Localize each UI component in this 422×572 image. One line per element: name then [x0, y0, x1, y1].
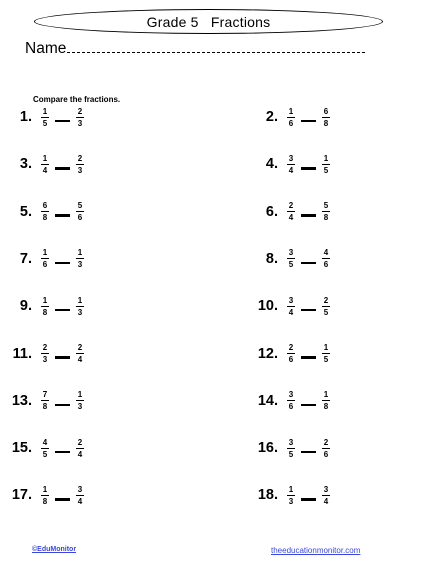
numerator: 1 [42, 484, 48, 494]
numerator: 3 [288, 295, 294, 305]
problem-item [10, 435, 84, 461]
denominator: 4 [323, 496, 329, 506]
answer-blank[interactable] [55, 167, 70, 170]
fraction-bar [76, 353, 84, 354]
numerator: 3 [288, 390, 294, 400]
denominator: 4 [288, 213, 294, 223]
problem-item [256, 435, 330, 461]
right-fraction [322, 485, 330, 506]
fraction-bar [322, 258, 330, 259]
fraction-bar [76, 306, 84, 307]
left-fraction [41, 201, 49, 222]
numerator: 6 [42, 201, 48, 211]
numerator: 6 [323, 106, 329, 116]
instructions: Compare the fractions. [33, 95, 121, 104]
denominator: 4 [77, 355, 83, 364]
problem-number: 8. [265, 250, 278, 267]
denominator: 6 [288, 355, 294, 364]
right-fraction [322, 390, 330, 411]
numerator: 2 [288, 201, 294, 211]
problem-item [10, 199, 84, 225]
fraction-bar [76, 495, 84, 496]
fraction-bar [76, 400, 84, 401]
left-fraction [287, 438, 295, 459]
denominator: 8 [42, 402, 48, 412]
left-fraction [287, 248, 295, 269]
numerator: 1 [288, 484, 294, 494]
left-fraction [41, 107, 49, 128]
left-fraction [41, 390, 49, 411]
denominator: 4 [77, 449, 83, 459]
answer-blank[interactable] [301, 262, 316, 265]
fraction-bar [287, 164, 295, 165]
left-fraction [41, 438, 49, 459]
denominator: 3 [77, 165, 83, 175]
problem-number: 16. [257, 440, 278, 457]
numerator: 2 [77, 153, 83, 163]
fraction-bar [322, 353, 330, 354]
problem-item [10, 388, 84, 414]
right-fraction [322, 343, 330, 364]
fraction-bar [41, 258, 49, 259]
problem-number: 7. [19, 250, 32, 267]
problem-number: 17. [11, 487, 32, 504]
problem-item [256, 482, 330, 508]
denominator: 4 [288, 165, 294, 175]
fraction-bar [322, 164, 330, 165]
denominator: 8 [42, 213, 48, 223]
fraction-bar [287, 306, 295, 307]
left-fraction [41, 343, 49, 364]
answer-blank[interactable] [301, 356, 316, 359]
answer-blank[interactable] [55, 356, 70, 359]
denominator: 6 [288, 402, 294, 412]
numerator: 5 [323, 201, 329, 211]
problem-number: 2. [265, 109, 278, 125]
numerator: 3 [288, 437, 294, 447]
numerator: 1 [323, 343, 329, 352]
left-fraction [287, 296, 295, 317]
answer-blank[interactable] [301, 120, 316, 123]
answer-blank[interactable] [55, 309, 70, 312]
denominator: 3 [77, 402, 83, 412]
problem-item [10, 293, 84, 319]
right-fraction [76, 485, 84, 506]
numerator: 2 [77, 437, 83, 447]
problem-number: 5. [19, 203, 32, 220]
problem-item [10, 482, 84, 508]
fraction-bar [322, 448, 330, 449]
fraction-bar [76, 117, 84, 118]
problem-item [256, 199, 330, 225]
fraction-bar [322, 400, 330, 401]
name-field[interactable] [25, 37, 365, 58]
numerator: 3 [288, 248, 294, 258]
answer-blank[interactable] [301, 214, 316, 217]
numerator: 7 [42, 390, 48, 400]
numerator: 2 [288, 343, 294, 352]
right-fraction [76, 390, 84, 411]
left-fraction [41, 248, 49, 269]
fraction-bar [41, 117, 49, 118]
denominator: 6 [323, 260, 329, 270]
numerator: 1 [288, 106, 294, 116]
problem-number: 10. [257, 298, 278, 315]
numerator: 4 [323, 248, 329, 258]
left-fraction [287, 485, 295, 506]
numerator: 3 [323, 484, 329, 494]
right-fraction [76, 296, 84, 317]
problem-item [256, 293, 330, 319]
problem-number: 12. [257, 345, 278, 362]
problem-number: 1. [19, 109, 32, 125]
name-blank-line[interactable] [67, 37, 365, 53]
fraction-bar [41, 164, 49, 165]
denominator: 3 [77, 118, 83, 128]
right-fraction [76, 201, 84, 222]
denominator: 6 [42, 260, 48, 270]
right-fraction [322, 201, 330, 222]
denominator: 6 [288, 118, 294, 128]
fraction-bar [287, 117, 295, 118]
right-fraction [76, 343, 84, 364]
denominator: 5 [323, 307, 329, 317]
problem-number: 11. [12, 345, 32, 362]
denominator: 5 [323, 165, 329, 175]
denominator: 4 [42, 165, 48, 175]
denominator: 5 [288, 449, 294, 459]
fraction-bar [287, 400, 295, 401]
answer-blank[interactable] [55, 214, 70, 217]
problem-item [256, 246, 330, 272]
denominator: 6 [77, 213, 83, 223]
denominator: 3 [42, 355, 48, 364]
fraction-bar [322, 495, 330, 496]
copyright-link[interactable]: ©EduMonitor [32, 546, 77, 553]
problem-number: 15. [11, 440, 32, 457]
right-fraction [76, 154, 84, 175]
problem-item [256, 341, 330, 367]
numerator: 3 [77, 484, 83, 494]
denominator: 3 [77, 260, 83, 270]
problem-number: 3. [19, 156, 32, 173]
left-fraction [287, 201, 295, 222]
fraction-bar [322, 211, 330, 212]
numerator: 1 [42, 248, 48, 258]
numerator: 1 [42, 295, 48, 305]
numerator: 2 [323, 437, 329, 447]
numerator: 2 [77, 106, 83, 116]
left-fraction [41, 296, 49, 317]
right-fraction [322, 107, 330, 128]
fraction-bar [41, 353, 49, 354]
fraction-bar [287, 211, 295, 212]
denominator: 5 [42, 118, 48, 128]
denominator: 8 [323, 213, 329, 223]
numerator: 1 [77, 390, 83, 400]
left-fraction [287, 343, 295, 364]
right-fraction [76, 107, 84, 128]
right-fraction [322, 248, 330, 269]
answer-blank[interactable] [55, 404, 70, 407]
fraction-bar [287, 495, 295, 496]
answer-blank[interactable] [55, 262, 70, 265]
numerator: 4 [42, 437, 48, 447]
denominator: 6 [323, 449, 329, 459]
website-link[interactable]: theeducationmonitor.com [271, 546, 361, 555]
numerator: 2 [77, 343, 83, 352]
problem-number: 13. [11, 392, 32, 409]
problem-number: 6. [265, 203, 278, 220]
fraction-bar [322, 306, 330, 307]
fraction-bar [287, 258, 295, 259]
answer-blank[interactable] [55, 451, 70, 454]
problem-item [10, 104, 84, 130]
numerator: 3 [288, 153, 294, 163]
answer-blank[interactable] [301, 451, 316, 454]
denominator: 5 [42, 449, 48, 459]
left-fraction [41, 154, 49, 175]
left-fraction [41, 485, 49, 506]
fraction-bar [76, 258, 84, 259]
fraction-bar [41, 211, 49, 212]
denominator: 8 [42, 307, 48, 317]
numerator: 5 [77, 201, 83, 211]
fraction-bar [41, 448, 49, 449]
numerator: 1 [77, 248, 83, 258]
denominator: 4 [288, 307, 294, 317]
answer-blank[interactable] [301, 404, 316, 407]
denominator: 5 [288, 260, 294, 270]
problem-number: 18. [257, 487, 278, 504]
worksheet-title: Grade 5 Fractions [34, 9, 383, 34]
right-fraction [322, 296, 330, 317]
problem-number: 9. [19, 298, 32, 315]
answer-blank[interactable] [301, 167, 316, 170]
left-fraction [287, 154, 295, 175]
answer-blank[interactable] [301, 498, 316, 501]
denominator: 5 [323, 355, 329, 364]
fraction-bar [41, 495, 49, 496]
right-fraction [322, 438, 330, 459]
fraction-bar [287, 353, 295, 354]
fraction-bar [76, 164, 84, 165]
denominator: 8 [323, 118, 329, 128]
numerator: 2 [42, 343, 48, 352]
numerator: 1 [42, 106, 48, 116]
fraction-bar [287, 448, 295, 449]
problem-item [256, 151, 330, 177]
problem-item [10, 246, 84, 272]
denominator: 3 [77, 307, 83, 317]
left-fraction [287, 107, 295, 128]
right-fraction [76, 248, 84, 269]
denominator: 3 [288, 496, 294, 506]
name-label: Name [25, 40, 67, 57]
problem-item [256, 388, 330, 414]
left-fraction [287, 390, 295, 411]
denominator: 8 [42, 496, 48, 506]
problem-item [10, 341, 84, 367]
denominator: 8 [323, 402, 329, 412]
fraction-bar [322, 117, 330, 118]
fraction-bar [76, 448, 84, 449]
fraction-bar [41, 400, 49, 401]
fraction-bar [76, 211, 84, 212]
numerator: 1 [323, 390, 329, 400]
right-fraction [76, 438, 84, 459]
numerator: 1 [323, 153, 329, 163]
fraction-bar [41, 306, 49, 307]
right-fraction [322, 154, 330, 175]
problem-item [10, 151, 84, 177]
numerator: 2 [323, 295, 329, 305]
numerator: 1 [42, 153, 48, 163]
problem-number: 14. [257, 392, 278, 409]
answer-blank[interactable] [301, 309, 316, 312]
denominator: 4 [77, 496, 83, 506]
answer-blank[interactable] [55, 498, 70, 501]
problem-item [256, 104, 330, 130]
answer-blank[interactable] [55, 120, 70, 123]
problem-number: 4. [265, 156, 278, 173]
numerator: 1 [77, 295, 83, 305]
